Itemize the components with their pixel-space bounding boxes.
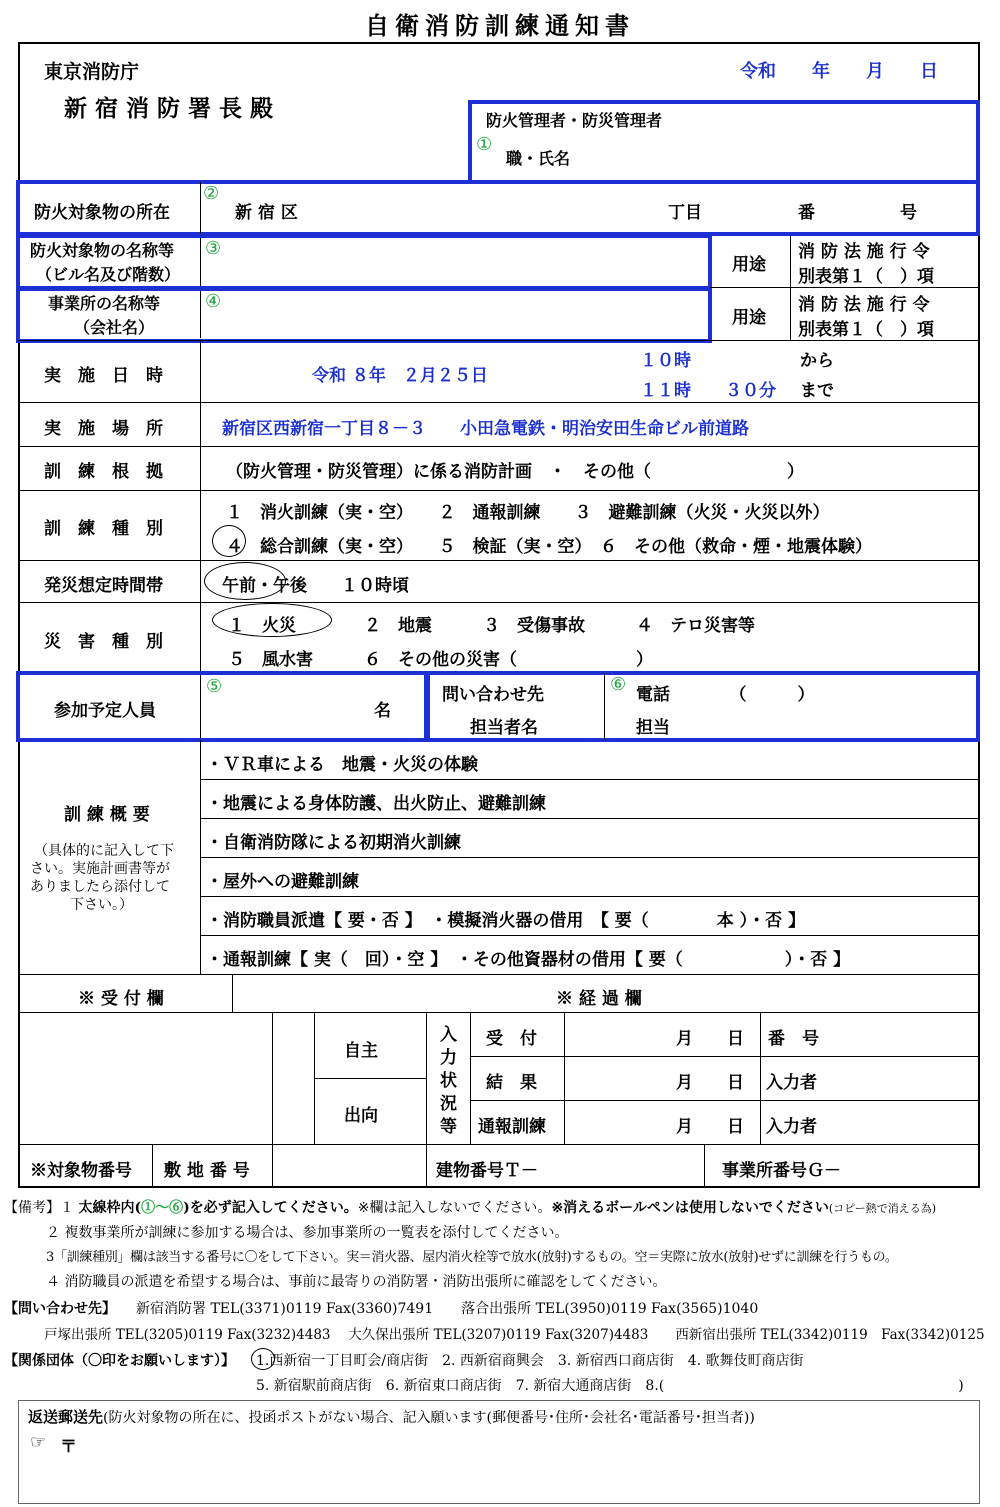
am-circle <box>204 562 286 600</box>
summary-note-2: さい。実施計画書等が <box>30 861 170 877</box>
type-4-circle <box>212 525 246 557</box>
marker-3: ③ <box>205 238 222 259</box>
input-status-5: 等 <box>440 1117 457 1137</box>
input-status-1: 入 <box>440 1025 457 1045</box>
datetime-from[interactable]: １０時 <box>640 351 691 371</box>
type-line-2: ４ 総合訓練（実・空） ５ 検証（実・空） ６ その他（救命・煙・地震体験） <box>226 537 872 557</box>
bldg-name-sub: （ビル名及び階数） <box>36 265 181 284</box>
summary-item-1[interactable]: ・ＶＲ車による 地震・火災の体験 <box>206 755 478 775</box>
basis-value: （防火管理・防災管理）に係る消防計画 ・ その他（ ） <box>226 462 804 482</box>
manager-box[interactable] <box>468 100 980 184</box>
place-label: 実 施 場 所 <box>44 419 163 439</box>
form-title: 自衛消防訓練通知書 <box>365 11 635 40</box>
type-line-1: １ 消火訓練（実・空） ２ 通報訓練 ３ 避難訓練（火災・火災以外） <box>226 503 830 523</box>
kekka-date: 月 日 <box>676 1073 744 1093</box>
pointing-hand-icon: ☞ <box>30 1432 47 1453</box>
marker-1: ① <box>476 134 493 155</box>
inquiry-label: 【問い合わせ先】 <box>4 1301 116 1317</box>
date-field[interactable]: 令和 年 月 日 <box>740 61 938 82</box>
summary-note-1: （具体的に記入して下 <box>34 843 174 859</box>
location-chome: 丁目 <box>668 203 702 223</box>
input-status-4: 況 <box>440 1094 457 1114</box>
summary-note-3: ありましたら添付して <box>30 879 170 895</box>
manager-label: 防火管理者・防災管理者 <box>486 111 663 130</box>
input-person-2: 入力者 <box>766 1117 817 1137</box>
datetime-to[interactable]: １１時 ３０分 <box>640 381 776 401</box>
marker-5: ⑤ <box>206 676 223 697</box>
target-no-label: ※対象物番号 <box>30 1161 132 1181</box>
datetime-from-suffix: から <box>800 351 834 371</box>
participants-unit: 名 <box>374 701 391 721</box>
bango-label: 番 号 <box>768 1029 819 1049</box>
summary-item-5[interactable]: ・消防職員派遣【 要・否 】 ・模擬消火器の借用 【 要（ 本 ）・否 】 <box>206 911 806 931</box>
use-value-2b: 別表第１（ ）項 <box>798 320 934 340</box>
disaster-line-1: １ 火災 ２ 地震 ３ 受傷事故 ４ テロ災害等 <box>228 616 755 636</box>
related-label: 【関係団体（〇印をお願いします）】 <box>4 1353 235 1369</box>
datetime-date[interactable]: 令和 ８年 ２月２５日 <box>312 366 488 386</box>
return-label-line: 返送郵送先(防火対象物の所在に、投函ポストがない場合、記入願います(郵便番号･住所･会社名･電話番号･担当者)) <box>28 1408 755 1426</box>
datetime-to-suffix: まで <box>800 381 834 401</box>
use-value-2a: 消 防 法 施 行 令 <box>798 295 930 315</box>
uketsuke-label: 受 付 <box>486 1029 537 1049</box>
location-go: 号 <box>900 203 917 223</box>
input-status-2: 力 <box>440 1048 457 1068</box>
use-label-1: 用途 <box>732 255 766 275</box>
use-value-1b: 別表第１（ ）項 <box>798 267 934 287</box>
office-name-sub: （会社名） <box>74 318 155 337</box>
marker-6: ⑥ <box>610 674 627 695</box>
uketsuke-date: 月 日 <box>676 1029 744 1049</box>
note-3: 3「訓練種別」欄は該当する番号に〇をして下さい。実＝消火器、屋内消火栓等で放水(放射)するもの。空＝実際に放水(放射)せずに訓練を行うもの。 <box>46 1250 898 1265</box>
receipt-label: ※ 受 付 欄 <box>78 989 164 1009</box>
bldg-no-label: 建物番号Ｔ－ <box>436 1161 538 1181</box>
summary-item-3[interactable]: ・自衛消防隊による初期消火訓練 <box>206 833 461 853</box>
time-value: 午前・午後 １０時頃 <box>222 576 409 596</box>
location-ward: 新 宿 区 <box>235 203 298 223</box>
note-4: ４ 消防職員の派遣を希望する場合は、事前に最寄りの消防署・消防出張所に確認をしてください。 <box>46 1274 667 1290</box>
time-label: 発災想定時間帯 <box>44 576 163 596</box>
office-name-label: 事業所の名称等 <box>48 294 161 313</box>
marker-2: ② <box>203 183 220 204</box>
disaster-label: 災 害 種 別 <box>44 632 163 652</box>
name-label: 職・氏名 <box>506 149 571 168</box>
summary-item-6[interactable]: ・通報訓練【 実（ 回）・空 】 ・その他資器材の借用【 要（ ）・否 】 <box>206 950 851 970</box>
input-status-3: 状 <box>440 1071 457 1091</box>
type-label: 訓 練 種 別 <box>44 519 163 539</box>
site-no-label: 敷 地 番 号 <box>164 1161 250 1181</box>
summary-label: 訓 練 概 要 <box>64 805 150 825</box>
inquiry-line-2: 戸塚出張所 TEL(3205)0119 Fax(3232)4483 大久保出張所 TEL(3207)0119 Fax(3207)4483 西新宿出張所 TEL(3342)0119 Fax(3342)0125 <box>44 1327 985 1343</box>
note-1: 【備考】１ 太線枠内(①～⑥)を必ず記入してください。※欄は記入しないでください。※消えるボールペンは使用しないでください(コピー熱で消える為) <box>4 1200 937 1216</box>
tsuho-label: 通報訓練 <box>478 1117 546 1137</box>
place-value[interactable]: 新宿区西新宿一丁目８－３ 小田急電鉄・明治安田生命ビル前道路 <box>222 419 749 439</box>
summary-item-4[interactable]: ・屋外への避難訓練 <box>206 872 359 892</box>
summary-note-4: 下さい。） <box>70 897 133 913</box>
charge-label: 担当 <box>636 718 670 738</box>
location-label: 防火対象物の所在 <box>34 203 170 223</box>
participants-label: 参加予定人員 <box>54 701 156 721</box>
addressee: 新 宿 消 防 署 長 殿 <box>64 95 274 122</box>
office-no-label: 事業所番号Ｇ－ <box>722 1161 841 1181</box>
use-value-1a: 消 防 法 施 行 令 <box>798 242 930 262</box>
tsuho-date: 月 日 <box>676 1117 744 1137</box>
marker-4: ④ <box>205 291 222 312</box>
input-person-1: 入力者 <box>766 1073 817 1093</box>
bldg-name-label: 防火対象物の名称等 <box>30 241 175 260</box>
use-label-2: 用途 <box>732 308 766 328</box>
basis-label: 訓 練 根 拠 <box>44 462 163 482</box>
datetime-label: 実 施 日 時 <box>44 366 163 386</box>
fire-circle <box>212 603 332 637</box>
kekka-label: 結 果 <box>486 1073 537 1093</box>
person-label: 担当者名 <box>470 718 538 738</box>
contact-label: 問い合わせ先 <box>442 685 544 705</box>
jishu-label: 自主 <box>344 1041 378 1061</box>
related-line-2: 5. 新宿駅前商店街 6. 新宿東口商店街 7. 新宿大通商店街 8.( ) <box>256 1378 964 1394</box>
inquiry-line-1: 新宿消防署 TEL(3371)0119 Fax(3360)7491 落合出張所 TEL(3950)0119 Fax(3565)1040 <box>136 1301 759 1317</box>
shukko-label: 出向 <box>344 1106 378 1126</box>
dept-name: 東京消防庁 <box>44 61 140 83</box>
location-ban: 番 <box>798 203 815 223</box>
summary-item-2[interactable]: ・地震による身体防護、出火防止、避難訓練 <box>206 794 546 814</box>
tel-label: 電話 （ ） <box>636 685 815 705</box>
related-1-circle <box>251 1348 275 1370</box>
progress-label: ※ 経 過 欄 <box>556 989 642 1009</box>
disaster-line-2: ５ 風水害 ６ その他の災害（ ） <box>228 650 653 670</box>
note-2: ２ 複数事業所が訓練に参加する場合は、参加事業所の一覧表を添付してください。 <box>46 1225 569 1241</box>
related-line-1: 1.西新宿一丁目町会/商店街 2. 西新宿商興会 3. 新宿西口商店街 4. 歌舞伎町商店街 <box>256 1353 804 1369</box>
postal-mark: 〒 <box>60 1437 77 1457</box>
